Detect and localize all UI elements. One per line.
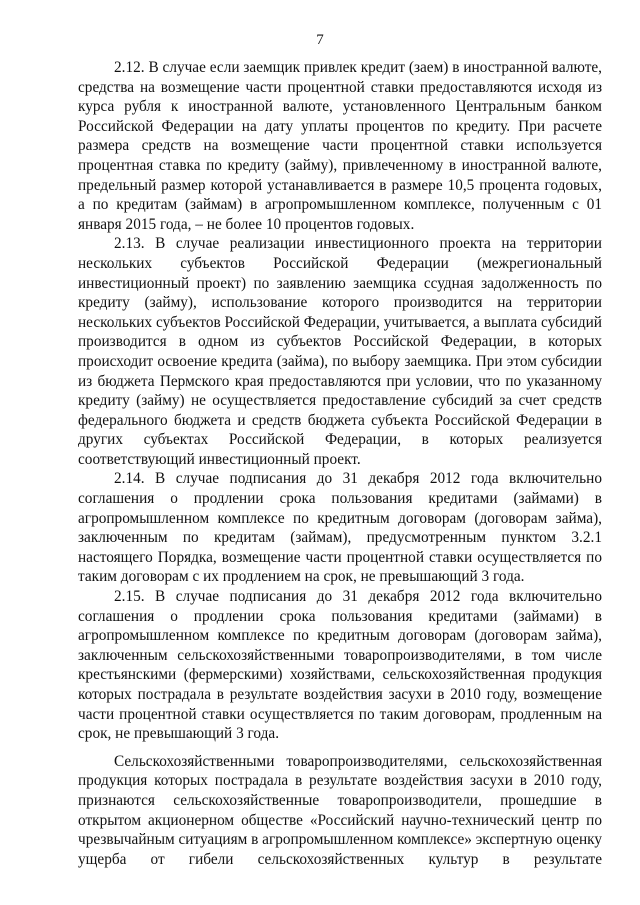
paragraph-2-14: 2.14. В случае подписания до 31 декабря 2012 года включительно соглашения о продлении срока пользования кредитами (займами) в агропромышленном комплексе по кредитным договорам (договорам займа), заключенным по кредитам (займам), предусмотренным пунктом 3.2.1 настоящего Порядка, возмещение части процентной ставки осуществляется по таким договорам с их продлением на срок, не превышающий 3 года. — [78, 470, 602, 586]
document-body — [78, 58, 602, 869]
page-number: 7 — [316, 32, 324, 48]
paragraph-drought-producers: Сельскохозяйственными товаропроизводителями, сельскохозяйственная продукция которых пострадала в результате воздействия засухи в 2010 году, признаются сельскохозяйственные товаропроизводители, прошедшие в открытом акционерном обществе «Российский научно-технический центр по чрезвычайным ситуациям в агропромышленном комплексе» экспертную оценку ущерба от гибели сельскохозяйственных культур в результате — [78, 752, 602, 868]
paragraph-2-12: 2.12. В случае если заемщик привлек кредит (заем) в иностранной валюте, средства на возмещение части процентной ставки предоставляются исходя из курса рубля к иностранной валюте, установленного Центральным банком Российской Федерации на дату уплаты процентов по кредиту. При расчете размера средств на возмещение части процентной ставки используется процентная ставка по кредиту (займу), привлеченному в иностранной валюте, предельный размер которой устанавливается в размере 10,5 процента годовых, а по кредитам (займам) в агропромышленном комплексе, полученным с 01 января 2015 года, – не более 10 процентов годовых. — [78, 59, 602, 233]
paragraph-2-13: 2.13. В случае реализации инвестиционного проекта на территории нескольких субъектов Российской Федерации (межрегиональный инвестиционный проект) по заявлению заемщика ссудная задолженность по кредиту (займу), использование которого производится на территории нескольких субъектов Российской Федерации, учитывается, а выплата субсидий производится в одном из субъектов Российской Федерации, в которых происходит освоение кредита (займа), по выбору заемщика. При этом субсидии из бюджета Пермского края предоставляются при условии, что по указанному кредиту (займу) не осуществляется предоставление субсидий за счет средств федерального бюджета и средств бюджета субъекта Российской Федерации в других субъектах Российской Федерации, в которых реализуется соответствующий инвестиционный проект. — [78, 235, 602, 468]
paragraph-2-15: 2.15. В случае подписания до 31 декабря 2012 года включительно соглашения о продлении срока пользования кредитами (займами) в агропромышленном комплексе по кредитным договорам (договорам займа), заключенным сельскохозяйственными товаропроизводителями, в том числе крестьянскими (фермерскими) хозяйствами, сельскохозяйственная продукция которых пострадала в результате воздействия засухи в 2010 году, возмещение части процентной ставки осуществляется по таким договорам, продленным на срок, не превышающий 3 года. — [78, 588, 602, 743]
